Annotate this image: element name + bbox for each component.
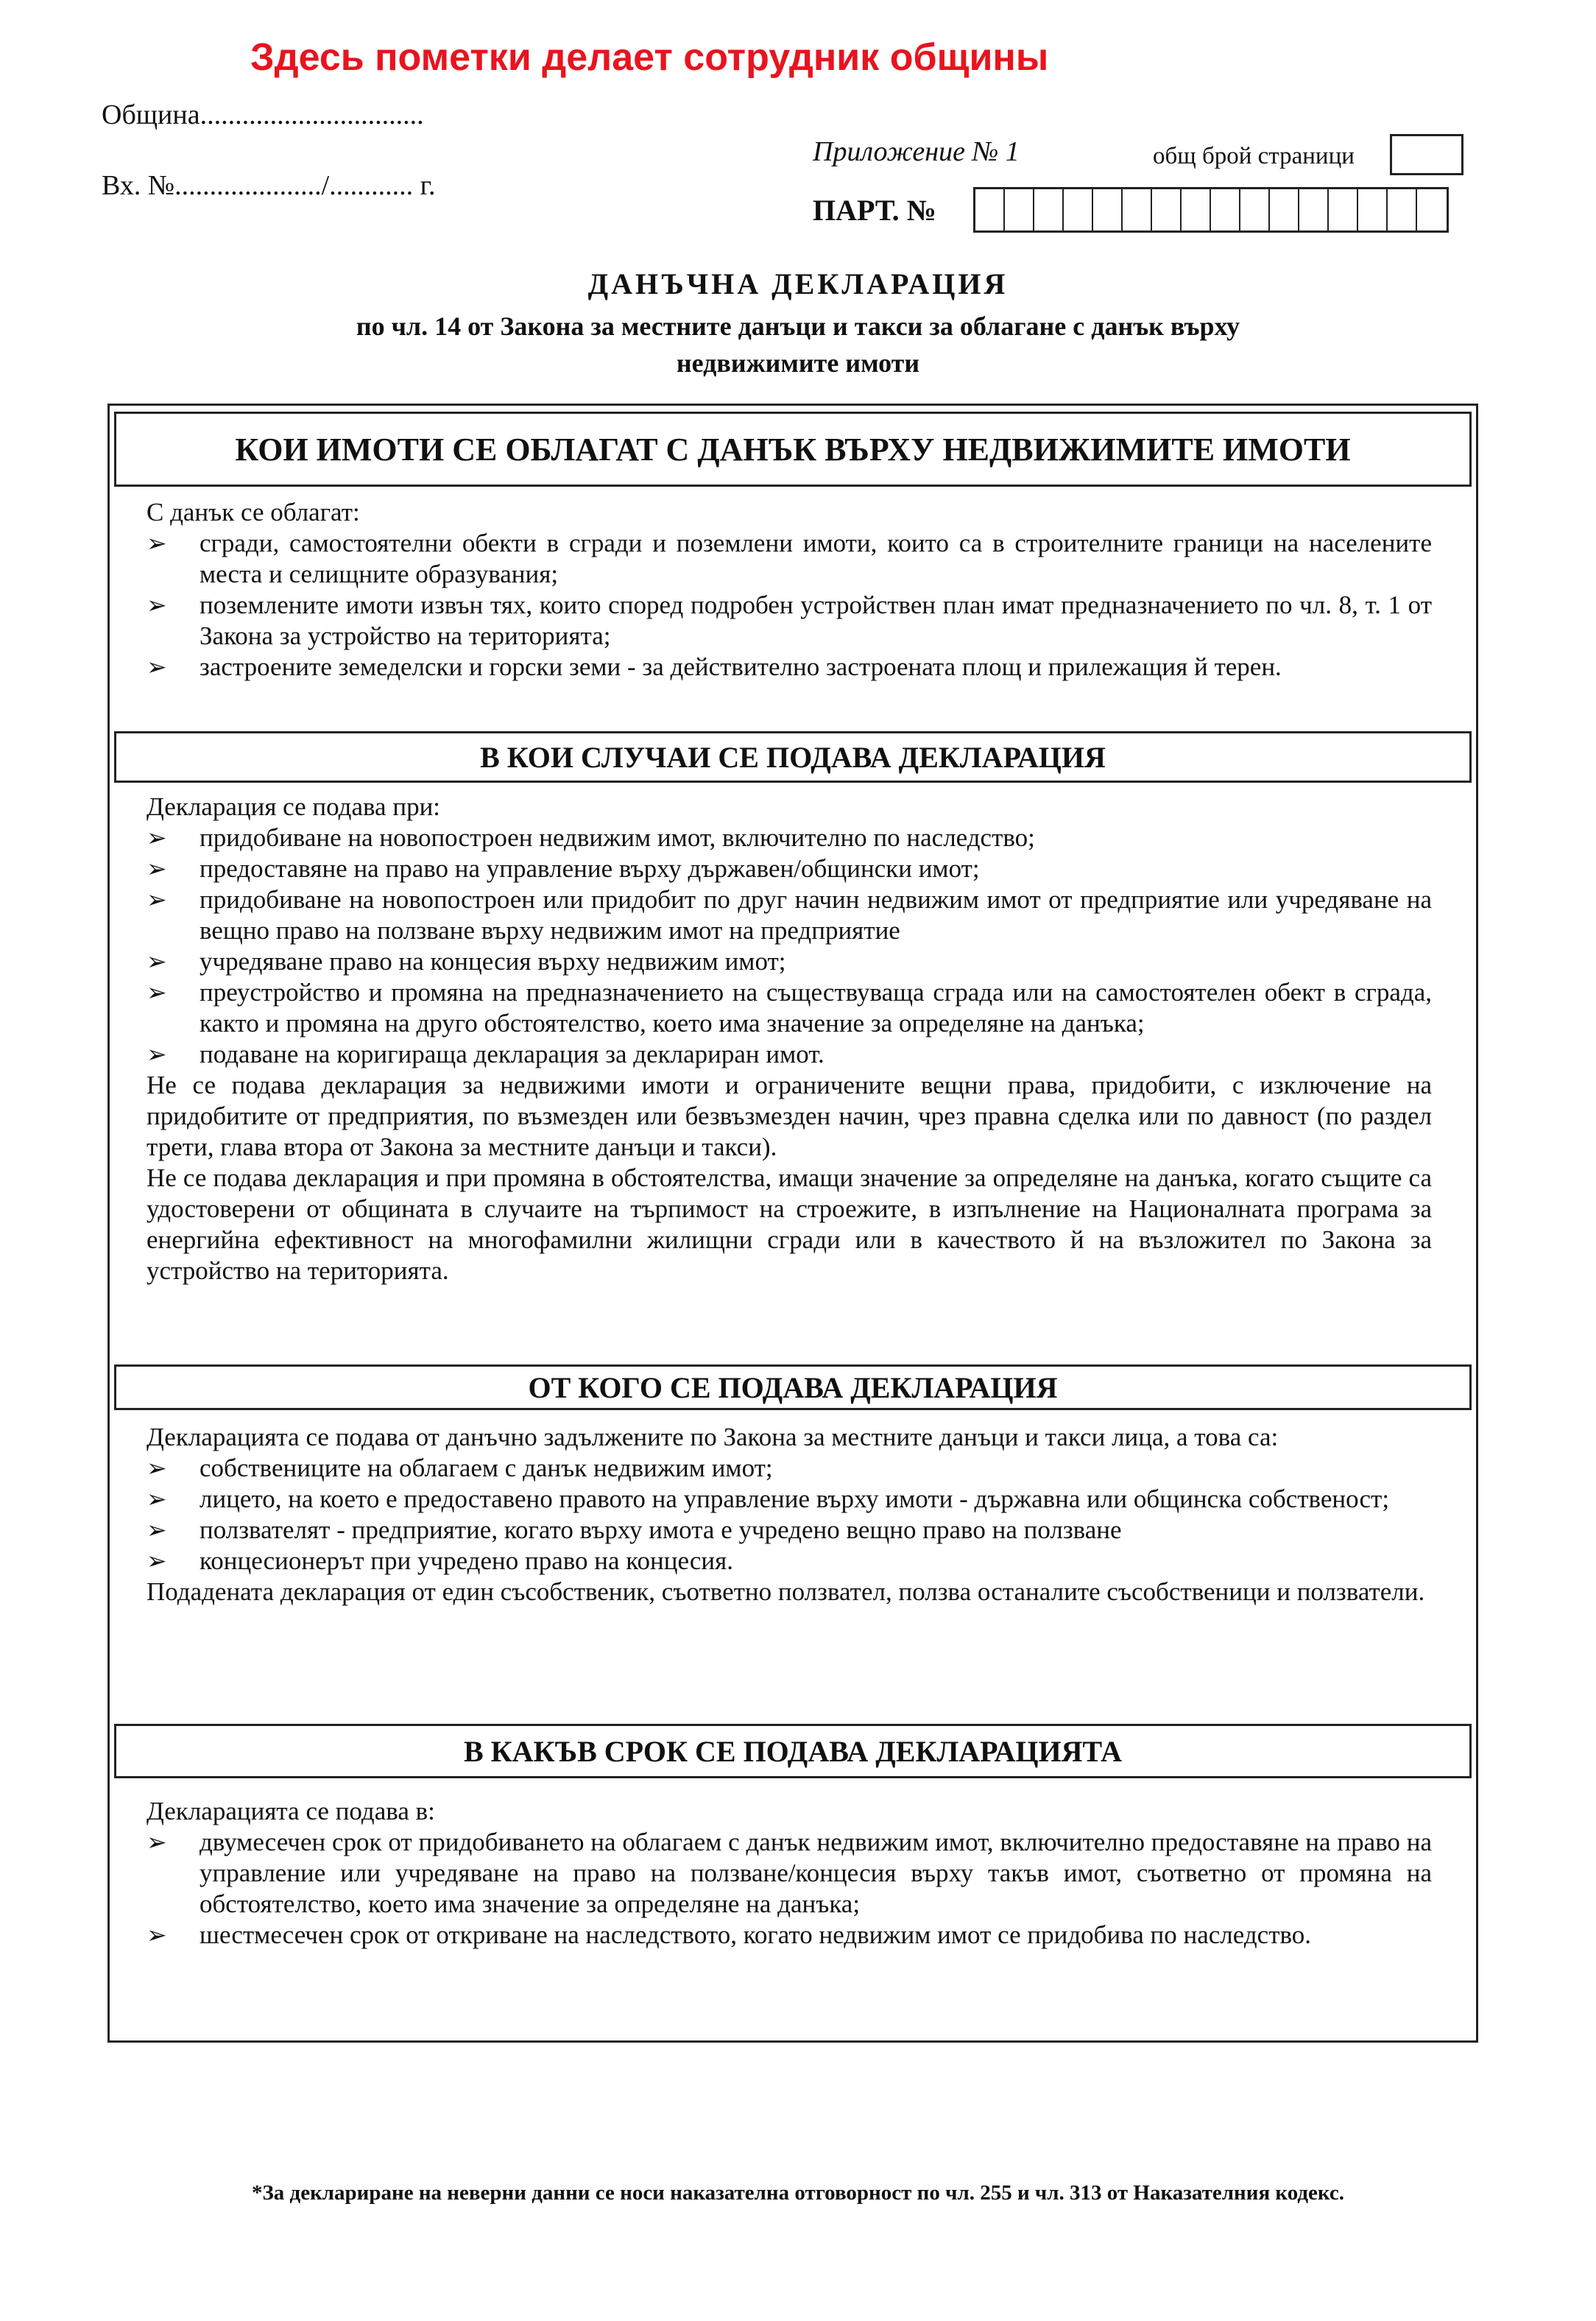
document-subtitle-line1: по чл. 14 от Закона за местните данъци и такси за облагане с данък върху: [356, 311, 1240, 341]
section-heading-text: В КОИ СЛУЧАИ СЕ ПОДАВА ДЕКЛАРАЦИЯ: [480, 740, 1106, 774]
section-who-files: [146, 1422, 1432, 1607]
part-cell[interactable]: [1064, 189, 1093, 230]
list-item: ➢ учредяване право на концесия върху недвижим имот;: [146, 946, 1432, 977]
bullet-list: [146, 823, 1432, 1070]
list-item: ➢ ползвателят - предприятие, когато върху имота е учредено вещно право на ползване: [146, 1515, 1432, 1546]
section-heading-text: КОИ ИМОТИ СЕ ОБЛАГАТ С ДАНЪК ВЪРХУ НЕДВИЖИМИТЕ ИМОТИ: [235, 431, 1351, 468]
list-item: ➢ концесионерът при учредено право на концесия.: [146, 1546, 1432, 1577]
section-heading-text: ОТ КОГО СЕ ПОДАВА ДЕКЛАРАЦИЯ: [528, 1370, 1058, 1404]
part-cell[interactable]: [1329, 189, 1358, 230]
section-heading-when-filed: [114, 731, 1472, 783]
part-number-label: ПАРТ. №: [813, 194, 936, 227]
section-heading-taxable-properties: [114, 412, 1472, 487]
appendix-label: Приложение № 1: [813, 136, 1020, 167]
municipality-dots: ................................: [200, 99, 424, 130]
part-cell[interactable]: [1299, 189, 1329, 230]
part-number-cells[interactable]: [973, 187, 1449, 233]
list-item: ➢ придобиване на новопостроен или придобит по друг начин недвижим имот от предприятие или учредяване на вещно право на ползване върху недвижим имот на предприятие: [146, 884, 1432, 946]
part-cell[interactable]: [1182, 189, 1211, 230]
section-intro: Декларация се подава при:: [146, 792, 441, 821]
list-item: ➢ поземлените имоти извън тях, които според подробен устройствен план имат предназначението по чл. 8, т. 1 от Закона за устройство на територията;: [146, 590, 1432, 652]
section-taxable-properties: [146, 497, 1432, 683]
municipality-label: Община: [102, 99, 200, 130]
part-cell[interactable]: [975, 189, 1005, 230]
entry-dots: ...................../............ г.: [174, 170, 436, 201]
document-title: ДАНЪЧНА ДЕКЛАРАЦИЯ: [587, 267, 1009, 300]
part-cell[interactable]: [1005, 189, 1034, 230]
bullet-list: [146, 1453, 1432, 1577]
section-when-filed: [146, 792, 1432, 1286]
section-note: Не се подава декларация и при промяна в обстоятелства, имащи значение за определяне на данъка, когато същите са удостоверени от общината в случаите на търпимост на строежите, в изпълнение на Националната програма за енергийна ефективност на многофамилни жилищни сгради или в качеството й на възложител по Закона за устройство на територията.: [146, 1163, 1432, 1285]
part-cell[interactable]: [1417, 189, 1447, 230]
declaration-info-frame: [107, 404, 1478, 2043]
list-item: ➢ преустройство и промяна на предназначението на съществуваща сграда или на самостоятелен обект в сграда, както и промяна на друго обстоятелство, което има значение за определяне на данъка;: [146, 977, 1432, 1039]
section-heading-who-files: [114, 1364, 1472, 1410]
section-intro: Декларацията се подава в:: [146, 1797, 435, 1825]
part-cell[interactable]: [1270, 189, 1299, 230]
part-cell[interactable]: [1211, 189, 1240, 230]
part-cell[interactable]: [1358, 189, 1388, 230]
list-item: ➢ застроените земеделски и горски земи - за действително застроената площ и прилежащия й терен.: [146, 652, 1432, 683]
part-cell[interactable]: [1123, 189, 1152, 230]
part-cell[interactable]: [1388, 189, 1417, 230]
total-pages-box[interactable]: [1390, 134, 1463, 175]
list-item: ➢ шестмесечен срок от откриване на наследството, когато недвижим имот се придобива по наследство.: [146, 1920, 1432, 1951]
part-cell[interactable]: [1240, 189, 1270, 230]
staff-note: Здесь пометки делает сотрудник общины: [250, 36, 1049, 79]
section-heading-text: В КАКЪВ СРОК СЕ ПОДАВА ДЕКЛАРАЦИЯТА: [463, 1734, 1123, 1768]
total-pages-label: общ брой страници: [1153, 143, 1355, 169]
list-item: ➢ предоставяне на право на управление върху държавен/общински имот;: [146, 853, 1432, 884]
list-item: ➢ подаване на коригираща декларация за деклариран имот.: [146, 1039, 1432, 1070]
document-subtitle-line2: недвижимите имоти: [676, 348, 920, 378]
part-cell[interactable]: [1152, 189, 1182, 230]
list-item: ➢ придобиване на новопостроен недвижим имот, включително по наследство;: [146, 823, 1432, 853]
list-item: ➢ сгради, самостоятелни обекти в сгради и поземлени имоти, които са в строителните граници на населените места и селищните образувания;: [146, 528, 1432, 590]
section-intro: С данък се облагат:: [146, 498, 360, 526]
part-cell[interactable]: [1093, 189, 1123, 230]
bullet-list: [146, 1827, 1432, 1951]
section-note: Подадената декларация от един съсобственик, съответно ползвател, ползва останалите съсобственици и ползватели.: [146, 1577, 1425, 1606]
entry-number-field: [102, 169, 435, 202]
section-heading-deadline: [114, 1724, 1472, 1778]
section-note: Не се подава декларация за недвижими имоти и ограничените вещни права, придобити, с изключение на придобитите от предприятия, по възмезден или безвъзмезден начин, чрез правна сделка или по давност (по раздел трети, глава втора от Закона за местните данъци и такси).: [146, 1071, 1432, 1161]
list-item: ➢ двумесечен срок от придобиването на облагаем с данък недвижим имот, включително предоставяне на право на управление или учредяване на право на ползване/концесия върху такъв имот, съответно от промяна на обстоятелство, което има значение за определяне на данъка;: [146, 1827, 1432, 1920]
bullet-list: [146, 528, 1432, 683]
part-cell[interactable]: [1034, 189, 1064, 230]
legal-footnote: *За деклариране на неверни данни се носи наказателна отговорност по чл. 255 и чл. 313 от Наказателния кодекс.: [251, 2181, 1345, 2205]
municipality-field: [102, 99, 424, 131]
section-deadline: [146, 1796, 1432, 1951]
list-item: ➢ лицето, на което е предоставено правото на управление върху имоти - държавна или общинска собственост;: [146, 1484, 1432, 1515]
list-item: ➢ собствениците на облагаем с данък недвижим имот;: [146, 1453, 1432, 1484]
entry-label: Вх. №: [102, 170, 175, 201]
section-intro: Декларацията се подава от данъчно задължените по Закона за местните данъци и такси лица, а това са:: [146, 1423, 1279, 1451]
